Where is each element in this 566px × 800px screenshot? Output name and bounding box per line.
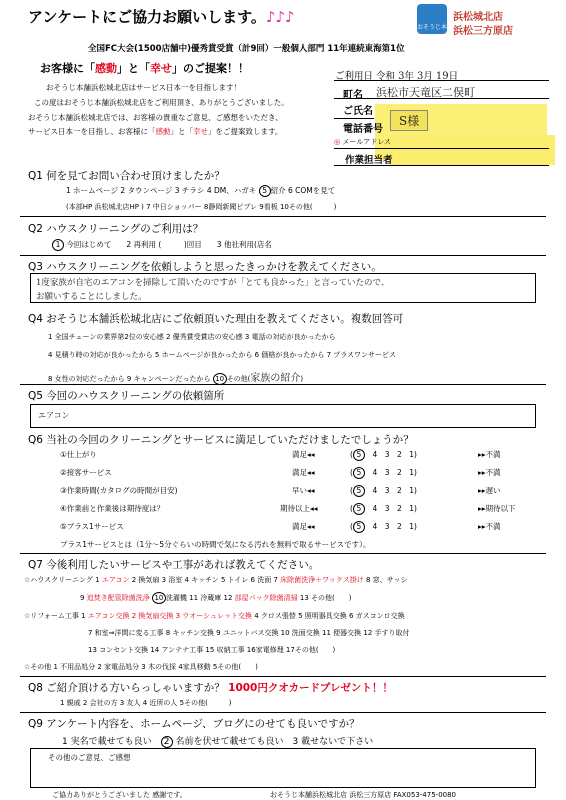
q4-label: Q4 おそうじ本舗浜松城北店にご依頼頂いた理由を教えてください。複数回答可 [28,313,404,325]
footer-shop: おそうじ本舗浜松城北店 浜松三方原店 FAX053-475-0080 [270,791,457,799]
q6-row-3: ③作業時間(カタログの時間が目安) 早い◂◂ ( 5 4 3 2 1) ▸▸遅い [60,486,501,495]
mail-label: ◎ メールアドレス [334,138,391,146]
q7-house-1: ☆ハウスクリーニング 1 エアコン 2 換気扇 3 浴室 4 キッチン 5 トイレ 6 洗面 7 床除菌洗浄＋ワックス掛け 8 窓、サッシ [24,576,408,584]
q1-label: Q1 何を見てお問い合わせ頂けましたか？ [28,170,225,182]
worker-label: 作業担当者 [345,155,393,166]
intro-line-1: おそうじ本舗浜松城北店はサービス日本一を目指します！ [46,83,241,92]
q2-label: Q2 ハウスクリーニングのご利用は？ [28,223,204,235]
q6-note: プラス1サービスとは（1分～5分ぐらいの時間で気になる汚れを無料で取るサービスです）。 [60,540,371,549]
brand-1: 浜松城北店 [453,12,503,23]
q1-options: 1 ホームページ 2 タウンページ 3 チラシ 4 DM、ハガキ 5 紹介 6 COMを見て [66,186,336,195]
q3-label: Q3 ハウスクリーニングを依頼しようと思ったきっかけを教えてください。 [28,261,382,273]
q4-line-1: 1 全国チェーンの業界第2位の安心感 2 優秀賞受賞店の安心感 3 電話の対応が良かったから [48,333,336,341]
q6-label: Q6 当社の今回のクリーニングとサービスに満足していただけましたでしょうか？ [28,434,414,446]
logo: おそうじ本舗 [417,4,447,34]
header-title: アンケートにご協力お願いします。♪♪♪ [28,8,295,26]
intro-line-2: この度はおそうじ本舗浜松城北店をご利用頂き、ありがとうございました。 [34,98,289,107]
q6-row-1: ①仕上がり 満足◂◂ ( 5 4 3 2 1) ▸▸不満 [60,450,501,459]
town-value: 浜松市天竜区二俣町 [376,86,475,99]
proposal-heading: お客様に「感動」と「幸せ」のご提案！！ [40,62,249,75]
intro-line-3: おそうじ本舗浜松城北店では、お客様の貴重なご意見、ご感想をいただき、 [28,113,283,122]
redaction-sticker-2 [390,135,555,165]
q7-house-2: 9 追焚き配管除菌洗浄 10 洗濯機 11 冷蔵庫 12 部屋パック除菌清掃 13 その他( ) [80,594,352,602]
footer-thanks: ご協力ありがとうございました 感謝です。 [52,791,187,799]
q6-row-2: ②接客サービス 満足◂◂ ( 5 4 3 2 1) ▸▸不満 [60,468,501,477]
comments-label: その他のご意見、ご感想 [48,753,131,762]
q8-options: 1 親戚 2 会社の方 3 友人 4 近所の人 5その他( ) [60,699,232,707]
q7-other: ☆その他 1 不用品処分 2 家電品処分 3 木の伐採 4家具移動 5その他( ) [24,663,258,671]
q7-reform-1: ☆リフォーム工事 1 エアコン交換 2 換気扇交換 3 ウオーシュレット交換 4 クロス張替 5 照明器具交換 6 ガスコンロ交換 [24,612,405,620]
intro-line-4: サービス日本一を目指し、お客様に「感動」と「幸せ」をご提案致します。 [28,127,283,136]
q4-line-2: 4 見積り時の対応が良かったから 5 ホームページが良かったから 6 価格が良かったから 7 プラスワンサービス [48,351,397,359]
q7-label: Q7 今後利用したいサービスや工事があれば教えてください。 [28,559,320,571]
name-label: ご氏名 [343,106,373,117]
award-text: 全国FC大会(1500店舗中)優秀賞受賞（計9回）一般個人部門 11年連続東海第1位 [88,44,405,54]
q9-label: Q9 アンケート内容を、ホームページ、ブログにのせても良いですか？ [28,718,360,730]
q3-answer-line-1: 1度家族が自宅のエアコンを掃除して頂いたのですが「とても良かった」と言っていたので、 [36,278,390,288]
q9-options: 1 実名で載せても良い 2 名前を伏せて載せても良い 3 載せないで下さい [62,737,374,747]
q8-label: Q8 ご紹介頂ける方いらっしゃいますか？ 1000円クオカードプレゼント！！ [28,682,393,694]
q5-answer-box [30,404,536,428]
q3-answer-line-2: お願いすることにしました。 [36,292,147,302]
q1-sub-options: (本部HP 浜松城北店HP ) 7 中日ショッパー 8静岡新聞ビブレ 9看板 10その他( ) [66,203,337,211]
q5-answer: エアコン [38,411,70,420]
brand-2: 浜松三方原店 [453,26,513,37]
q7-reform-2: 7 和室⇒洋間に変る工事 8 キッチン交換 9 ユニットバス交換 10 洗面交換 11 便器交換 12 手すり取付 [88,629,410,637]
q2-options: 1 今回はじめて 2 再利用 ( )回目 3 他社利用(店名 [52,239,272,251]
date-row: ご利用日 令和 3年 3月 19日 [335,71,459,82]
town-label: 町名 [343,90,363,101]
q6-row-5: ⑤プラス1サービス 満足◂◂ ( 5 4 3 2 1) ▸▸不満 [60,522,501,531]
q6-row-4: ④作業前と作業後は期待度は？ 期待以上◂◂ ( 5 4 3 2 1) ▸▸期待以下 [60,504,516,513]
q5-label: Q5 今回のハウスクリーニングの依頼箇所 [28,390,225,402]
q7-reform-3: 13 コンセント交換 14 アンテナ工事 15 収納工事 16家電修理 17その他( ) [88,646,336,654]
q4-line-3: 8 女性の対応だったから 9 キャンペーンだったから 10 その他(家族の紹介) [48,373,304,384]
name-value: S様 [390,110,428,131]
phone-label: 電話番号 [343,124,383,135]
